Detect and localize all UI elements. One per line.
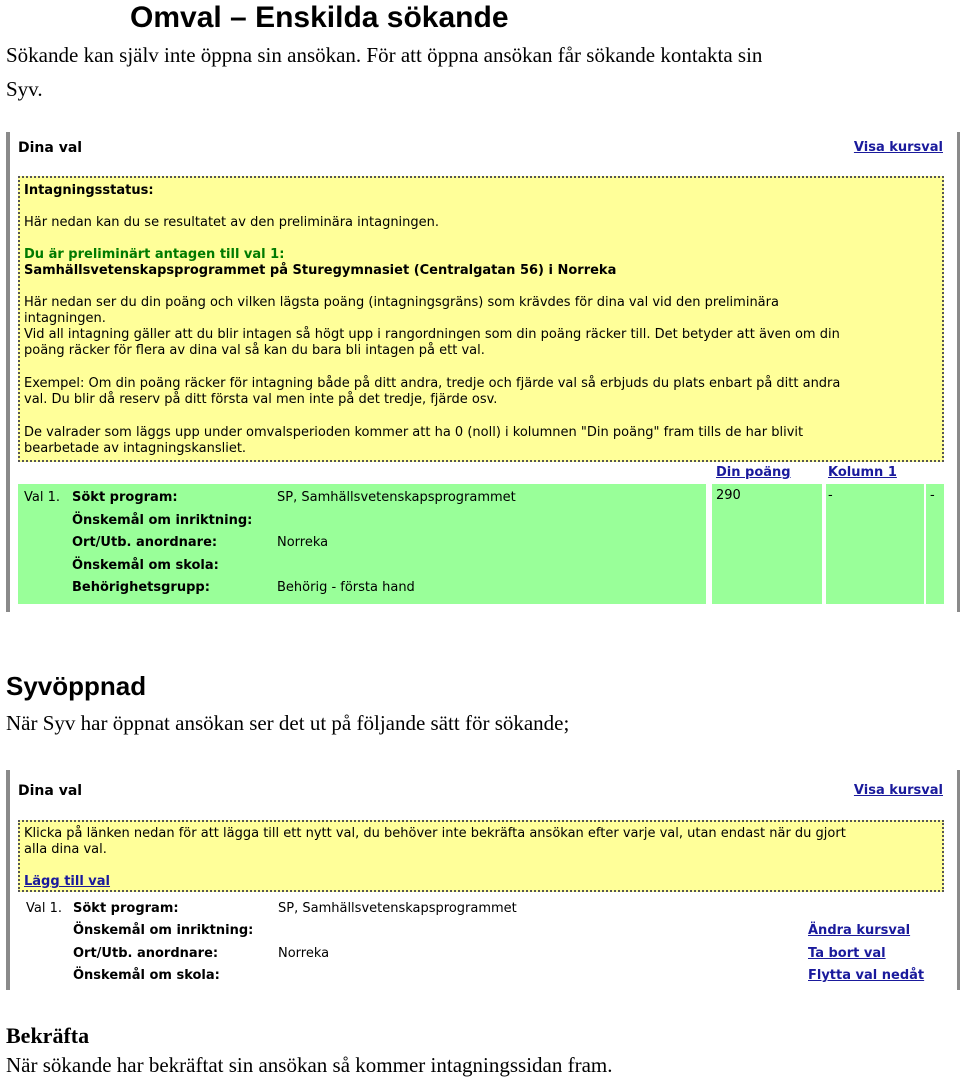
intro-line-2: Syv. (6, 77, 43, 101)
col-din-poang[interactable]: Din poäng (716, 465, 791, 480)
label-ort: Ort/Utb. anordnare: (72, 535, 218, 550)
para1-line: poäng räcker för flera av dina val så kan du bara bli intagen på ett val. (24, 343, 485, 358)
label-sokt-program: Sökt program: (73, 901, 179, 916)
value-ort: Norreka (277, 535, 329, 550)
screenshot-syvoppnad (6, 770, 960, 990)
syvoppnad-text: När Syv har öppnat ansökan ser det ut på följande sätt för sökande; (6, 711, 570, 735)
para3-line: De valrader som läggs upp under omvalsperioden kommer att ha 0 (noll) i kolumnen "Din poäng" fram tills de har blivit (24, 425, 804, 440)
value-sokt-program: SP, Samhällsvetenskapsprogrammet (278, 901, 517, 916)
kolumn1-cell (826, 484, 924, 604)
label-inriktning: Önskemål om inriktning: (73, 923, 254, 938)
info-box (18, 820, 944, 892)
frame-left (6, 132, 10, 612)
dina-val-title: Dina val (18, 140, 83, 156)
val-number: Val 1. (24, 490, 60, 505)
bekrafta-heading: Bekräfta (6, 1023, 90, 1048)
page-title: Omval – Enskilda sökande (130, 1, 509, 34)
dina-val-title: Dina val (18, 783, 83, 799)
label-skola: Önskemål om skola: (72, 558, 219, 573)
points-cell (712, 484, 822, 604)
visa-kursval-link[interactable]: Visa kursval (853, 140, 943, 155)
frame-left (6, 770, 10, 990)
admitted-line: Du är preliminärt antagen till val 1: (24, 247, 285, 262)
points-value: 290 (716, 488, 741, 503)
flytta-val-nedat-link[interactable]: Flytta val nedåt (808, 968, 925, 983)
para3-line: bearbetade av intagningskansliet. (24, 441, 247, 456)
label-inriktning: Önskemål om inriktning: (72, 513, 253, 528)
bekrafta-text: När sökande har bekräftat sin ansökan så kommer intagningssidan fram. (6, 1053, 613, 1077)
status-intro: Här nedan kan du se resultatet av den preliminära intagningen. (24, 215, 440, 230)
value-sokt-program: SP, Samhällsvetenskapsprogrammet (277, 490, 516, 505)
col-kolumn-1[interactable]: Kolumn 1 (828, 465, 897, 480)
status-heading: Intagningsstatus: (24, 183, 154, 198)
choice-row (18, 484, 706, 604)
para2-line: Exempel: Om din poäng räcker för intagning både på ditt andra, tredje och fjärde val så erbjuds du plats enbart på ditt andra (24, 376, 841, 391)
screenshot-omval (6, 132, 960, 612)
value-behorighet: Behörig - första hand (277, 580, 415, 595)
info-line: alla dina val. (24, 842, 107, 857)
value-ort: Norreka (278, 946, 330, 961)
para1-line: intagningen. (24, 311, 106, 326)
label-ort: Ort/Utb. anordnare: (73, 946, 219, 961)
status-box (18, 176, 944, 462)
admitted-program: Samhällsvetenskapsprogrammet på Sturegymnasiet (Centralgatan 56) i Norreka (24, 263, 617, 278)
visa-kursval-link[interactable]: Visa kursval (853, 783, 943, 798)
extra-cell (926, 484, 944, 604)
para2-line: val. Du blir då reserv på ditt första val men inte på det tredje, fjärde osv. (24, 392, 498, 407)
label-skola: Önskemål om skola: (73, 968, 220, 983)
info-line: Klicka på länken nedan för att lägga till ett nytt val, du behöver inte bekräfta ansökan efter varje val, utan endast när du gjort (24, 826, 846, 841)
ta-bort-val-link[interactable]: Ta bort val (808, 946, 886, 961)
lagg-till-val-link[interactable]: Lägg till val (24, 874, 111, 889)
para1-line: Här nedan ser du din poäng och vilken lägsta poäng (intagningsgräns) som krävdes för dina val vid den preliminära (24, 295, 779, 310)
para1-line: Vid all intagning gäller att du blir intagen så högt upp i rangordningen som din poäng räcker till. Det betyder att även om din (24, 327, 840, 342)
kolumn1-value: - (828, 488, 833, 503)
val-number: Val 1. (26, 901, 62, 916)
syvoppnad-heading: Syvöppnad (6, 671, 147, 701)
extra-value: - (930, 488, 935, 503)
intro-line-1: Sökande kan själv inte öppna sin ansökan. För att öppna ansökan får sökande kontakta sin (6, 43, 763, 67)
label-behorighet: Behörighetsgrupp: (72, 580, 210, 595)
label-sokt-program: Sökt program: (72, 490, 178, 505)
andra-kursval-link[interactable]: Ändra kursval (808, 923, 911, 938)
